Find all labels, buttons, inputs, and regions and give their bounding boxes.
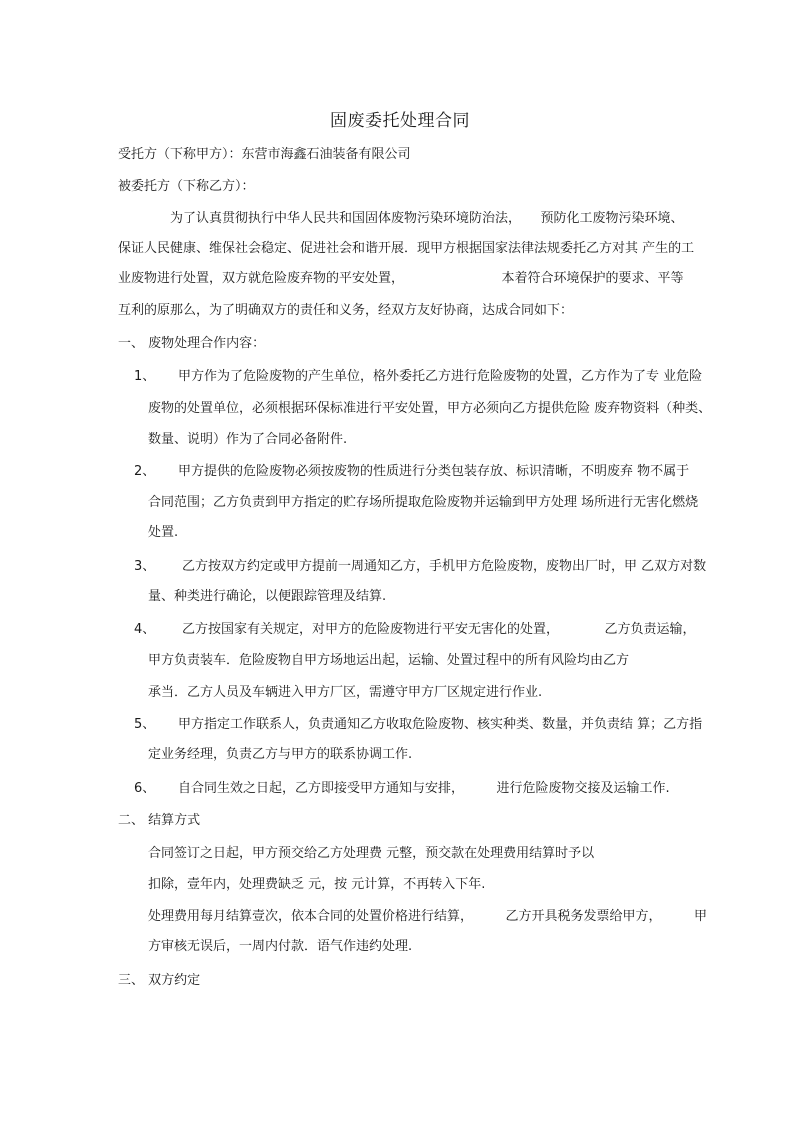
item-text-line: 乙方按双方约定或甲方提前一周通知乙方，手机甲方危险废物，废物出厂时，甲 乙双方对数 bbox=[182, 559, 707, 574]
section-heading: 三、 双方约定 bbox=[118, 973, 201, 988]
client-party-line: 受托方（下称甲方）：东营市海鑫石油装备有限公司 bbox=[118, 147, 411, 162]
item-number: 1、 bbox=[134, 369, 156, 384]
intro-line: 为了认真贯彻执行中华人民共和国固体废物污染环境防治法， 预防化工废物污染环境、 bbox=[170, 211, 684, 226]
item-text-line: 数量、说明）作为了合同必备附件. bbox=[148, 432, 348, 447]
intro-line: 保证人民健康、维保社会稳定、促进社会和谐开展．现甲方根据国家法律法规委托乙方对其 产生的工 bbox=[118, 241, 695, 256]
settlement-line: 方审核无误后，一周内付款．语气作违约处理. bbox=[148, 939, 413, 954]
item-text-line: 甲方负责装车．危险废物自甲方场地运出起，运输、处置过程中的所有风险均由乙方 bbox=[148, 653, 630, 668]
item-text-line: 处置. bbox=[148, 525, 179, 540]
settlement-line: 扣除，壹年内，处理费缺乏 元，按 元计算，不再转入下年. bbox=[148, 877, 486, 892]
item-text-line: 废物的处置单位，必须根据环保标准进行平安处置，甲方必须向乙方提供危险 废弃物资料（种类、 bbox=[148, 401, 712, 416]
item-text-line: 甲方指定工作联系人，负责通知乙方收取危险废物、核实种类、数量，并负责结 算；乙方指 bbox=[178, 717, 703, 732]
intro-line: 业废物进行处置，双方就危险废弃物的平安处置， 本着符合环境保护的要求、平等 bbox=[118, 271, 684, 286]
item-text-line: 甲方作为了危险废物的产生单位，格外委托乙方进行危险废物的处置，乙方作为了专 业危险 bbox=[178, 369, 703, 384]
intro-line: 互利的原那么，为了明确双方的责任和义务，经双方友好协商，达成合同如下： bbox=[118, 303, 574, 318]
item-text-line: 承当．乙方人员及车辆进入甲方厂区，需遵守甲方厂区规定进行作业. bbox=[148, 685, 543, 700]
item-text-line: 甲方提供的危险废物必须按废物的性质进行分类包装存放、标识清晰，不明废弃 物不属于 bbox=[178, 464, 690, 479]
item-text-line: 乙方按国家有关规定，对甲方的危险废物进行平安无害化的处置， 乙方负责运输， bbox=[182, 622, 696, 637]
item-number: 5、 bbox=[134, 717, 156, 732]
settlement-line: 合同签订之日起，甲方预交给乙方处理费 元整，预交款在处理费用结算时予以 bbox=[148, 846, 595, 861]
item-number: 2、 bbox=[134, 464, 156, 479]
section-heading: 二、 结算方式 bbox=[118, 813, 201, 828]
item-text-line: 自合同生效之日起，乙方即接受甲方通知与安排， 进行危险废物交接及运输工作. bbox=[178, 781, 670, 796]
settlement-line: 处理费用每月结算壹次，依本合同的处置价格进行结算， 乙方开具税务发票给甲方， 甲 bbox=[148, 909, 708, 924]
item-text-line: 合同范围；乙方负责到甲方指定的贮存场所提取危险废物并运输到甲方处理 场所进行无害化燃烧 bbox=[148, 495, 699, 510]
contractor-party-line: 被委托方（下称乙方）： bbox=[118, 179, 255, 194]
section-heading: 一、 废物处理合作内容： bbox=[118, 336, 266, 351]
document-title: 固废委托处理合同 bbox=[330, 111, 470, 131]
item-text-line: 定业务经理，负责乙方与甲方的联系协调工作. bbox=[148, 747, 413, 762]
item-text-line: 量、种类进行确论，以便跟踪管理及结算. bbox=[148, 589, 387, 604]
item-number: 3、 bbox=[134, 559, 156, 574]
item-number: 4、 bbox=[134, 622, 156, 637]
item-number: 6、 bbox=[134, 781, 156, 796]
